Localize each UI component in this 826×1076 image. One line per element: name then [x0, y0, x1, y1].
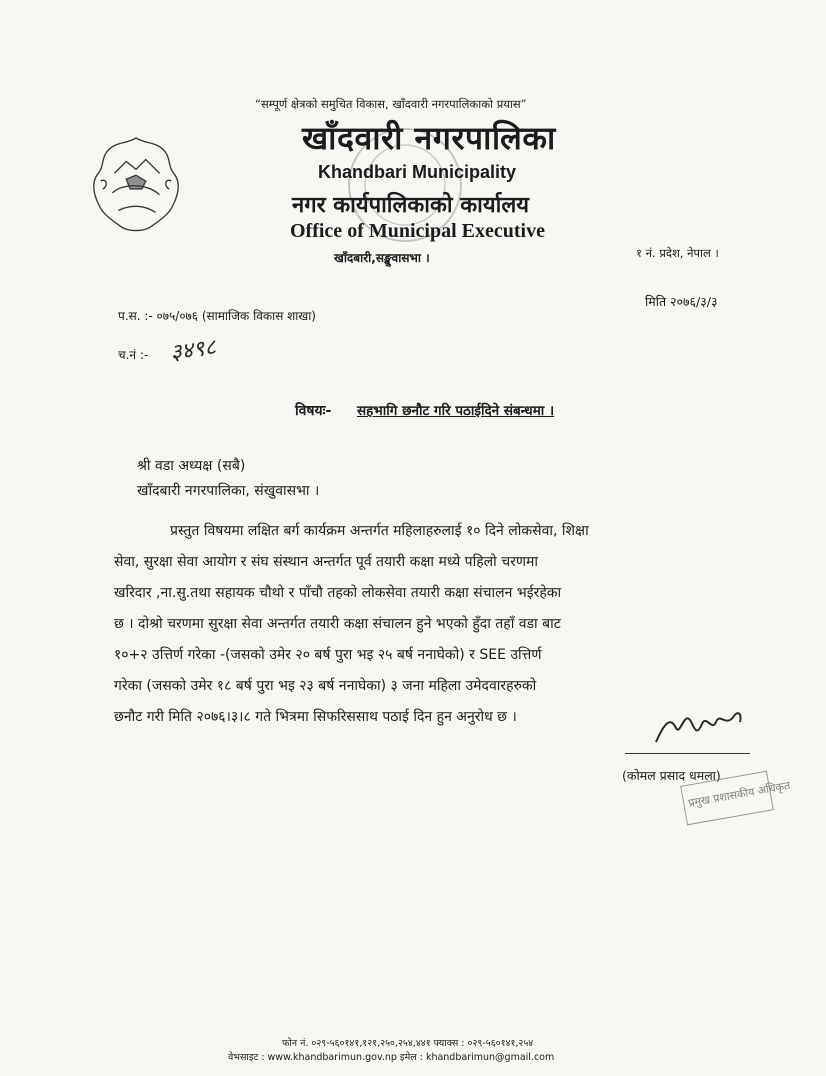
signature-scribble-icon — [650, 702, 746, 750]
dispatch-label: च.नं :- — [118, 348, 149, 362]
recipient-line-2: खाँदबारी नगरपालिका, संखुवासभा । — [137, 483, 320, 499]
office-name-np: नगर कार्यपालिकाको कार्यालय — [292, 193, 529, 218]
municipality-name-en: Khandbari Municipality — [318, 162, 517, 182]
signatory-name: (कोमल प्रसाद धमला) — [622, 768, 721, 783]
recipient-line-1: श्री वडा अध्यक्ष (सबै) — [137, 458, 246, 474]
motto: “सम्पूर्ण क्षेत्रको समुचित विकास, खाँदवारी नगरपालिकाको प्रयास” — [255, 97, 527, 111]
dispatch-number-handwritten: ३४९८ — [168, 334, 218, 367]
letter-date: मिति २०७६/३/३ — [645, 294, 718, 309]
municipality-name-np: खाँदवारी नगरपालिका — [302, 119, 556, 157]
province-label: १ नं. प्रदेश, नेपाल । — [636, 246, 719, 260]
nepal-emblem-icon — [87, 134, 185, 238]
signature-line — [625, 753, 750, 754]
body-line: प्रस्तुत विषयमा लक्षित बर्ग कार्यक्रम अन्तर्गत महिलाहरुलाई १० दिने लोकसेवा, शिक्षा — [170, 523, 589, 539]
body-line: छनौट गरी मिति २०७६।३।८ गते भित्रमा सिफरिससाथ पठाई दिन हुन अनुरोध छ । — [114, 709, 517, 725]
body-line: १०+२ उत्तिर्ण गरेका -(जसको उमेर २० बर्ष पुरा भइ २५ बर्ष ननाघेको) र SEE उत्तिर्ण — [114, 647, 542, 663]
office-name-en: Office of Municipal Executive — [290, 220, 545, 242]
subject-label: विषयः- — [295, 403, 332, 419]
body-line: गरेका (जसको उमेर १८ बर्ष पुरा भइ २३ बर्ष ननाघेका) ३ जना महिला उमेदवारहरुको — [114, 678, 537, 694]
footer-web-email: वेभसाइट : www.khandbarimun.gov.np इमेल : khandbarimun@gmail.com — [228, 1052, 555, 1063]
reference-number: प.स. :- ०७५/०७६ (सामाजिक विकास शाखा) — [118, 309, 316, 323]
subject-text: सहभागि छनौट गरि पठाईदिने संबन्धमा । — [357, 403, 555, 419]
body-line: छ । दोश्रो चरणमा सुरक्षा सेवा अन्तर्गत तयारी कक्षा संचालन हुने भएको हुँदा तहाँ वडा बाट — [114, 616, 561, 632]
designation-stamp-text: प्रमुख प्रशासकीय अधिकृत — [687, 778, 792, 810]
address-np: खाँदबारी,सङ्खुवासभा । — [334, 251, 430, 265]
body-line: खरिदार ,ना.सु.तथा सहायक चौथो र पाँचौ तहको लोकसेवा तयारी कक्षा संचालन भईरहेका — [114, 585, 562, 601]
footer-phone: फोन नं. ०२९-५६०१४१,१२१,२५०,२५४,४४१ फ्याक्स : ०२९-५६०१४१,२५४ — [282, 1038, 534, 1049]
body-line: सेवा, सुरक्षा सेवा आयोग र संघ संस्थान अन्तर्गत पूर्व तयारी कक्षा मध्ये पहिलो चरणमा — [114, 554, 538, 570]
